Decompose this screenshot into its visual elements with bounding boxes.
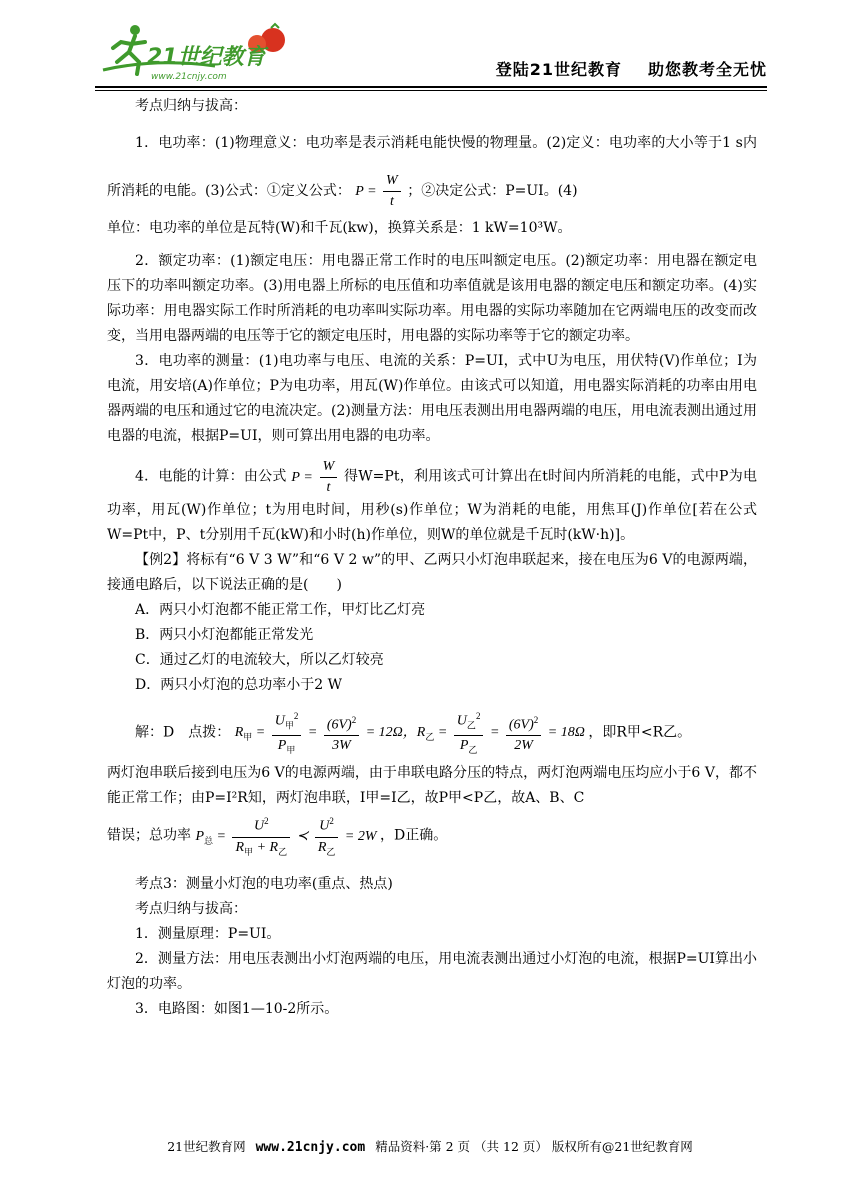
header-divider: [95, 86, 767, 88]
solution-line: 解：D 点拨： $R_甲$ = $\frac{U_甲^2}{P_甲}$ = $\frac{(6V)^2}{3W}$ = 12Ω，$R_乙$ = $\frac{U_乙^2}{P_乙}$ = $\frac{(6V)^2}{2W}$ = 18Ω ，即R甲<R乙。: [107, 706, 757, 761]
svg-text:www.21cnjy.com: www.21cnjy.com: [151, 72, 227, 82]
solution-explanation: 两灯泡串联后接到电压为6 V的电源两端，由于串联电路分压的特点，两灯泡两端电压均应小于6 V，都不能正常工作；由P=I²R知，两灯泡串联，I甲=I乙，故P甲<P乙，故A、B、C: [107, 765, 757, 807]
paragraph-4: 4．电能的计算：由公式 P = $\frac{W}{t}$ 得W=Pt，利用该式可计算出在t时间内所消耗的电能，式中P为电功率，用瓦(W)作单位；t为用电时间，用秒(s)作单位；W为消耗的电能，用焦耳(J)作单位[若在公式W=Pt中，P、t分别用千瓦(kW)和小时(h)作单位，则W的单位就是千瓦时(kW·h)]。: [107, 459, 757, 543]
footer-site-link[interactable]: www.21cnjy.com: [255, 1140, 366, 1155]
page-footer: [100, 1137, 760, 1155]
header-divider-thin: [95, 90, 767, 91]
option-d: D．两只小灯泡的总功率小于2 W: [135, 677, 342, 693]
header-slogan-text: 助您教考全无忧: [647, 60, 767, 79]
example-question: 【例2】将标有“6 V 3 W”和“6 V 2 w”的甲、乙两只小灯泡串联起来，接在电压为6 V的电源两端，接通电路后，以下说法正确的是( ): [107, 552, 757, 593]
footer-left: 21世纪教育网: [167, 1139, 246, 1154]
logo: [95, 22, 305, 82]
header-slogan: [496, 57, 767, 80]
paragraph-3: 3．电功率的测量：(1)电功率与电压、电流的关系：P=UI，式中U为电压，用伏特(V)作单位；I为电流，用安培(A)作单位；P为电功率，用瓦(W)作单位。由该式可以知道，用电器实际消耗的功率由用电器两端的电压和通过它的电流决定。(2)测量方法：用电压表测出用电器两端的电压，用电流表测出通过用电器的电流，根据P=UI，则可算出用电器的电功率。: [107, 353, 757, 444]
formula-r-jia: $R_甲$ = $\frac{U_甲^2}{P_甲}$ = $\frac{(6V)^2}{3W}$ = 12Ω，$R_乙$ = $\frac{U_乙^2}{P_乙}$ = $\frac{(6V)^2}{2W}$ = 18Ω: [235, 725, 589, 740]
formula-p-w-t-2: P = $\frac{W}{t}$: [291, 470, 344, 485]
option-c: C．通过乙灯的电流较大，所以乙灯较亮: [135, 652, 384, 668]
document-body: [107, 94, 757, 1022]
kp3-title: 考点3：测量小灯泡的电功率(重点、热点): [135, 876, 393, 893]
footer-right: 精品资料·第 2 页 （共 12 页） 版权所有@21世纪教育网: [375, 1139, 693, 1154]
option-a: A．两只小灯泡都不能正常工作，甲灯比乙灯亮: [135, 602, 426, 618]
kp3-item-3: 3．电路图：如图1—10-2所示。: [135, 1001, 339, 1018]
formula-p-w-t: P = $\frac{W}{t}$: [355, 184, 407, 199]
header-site-name: 登陆21世纪教育: [495, 60, 622, 79]
kp3-item-2: 2．测量方法：用电压表测出小灯泡两端的电压，用电流表测出通过小灯泡的电流，根据P=UI算出小灯泡的功率。: [107, 951, 757, 993]
option-b: B．两只小灯泡都能正常发光: [135, 627, 314, 643]
page-header: [95, 18, 767, 88]
paragraph-1-unit: 单位：电功率的单位是瓦特(W)和千瓦(kw)，换算关系是：1 kW=10³W。: [107, 220, 572, 236]
solution-total-power: 错误；总功率 $P_总$ = $\frac{U^2}{R_甲 + R_乙}$ ≺ $\frac{U^2}{R_乙}$ = 2W ，D正确。: [107, 811, 757, 864]
logo-graphic: [95, 22, 305, 82]
formula-total-power: $P_总$ = $\frac{U^2}{R_甲 + R_乙}$ ≺ $\frac{U^2}{R_乙}$ = 2W: [195, 829, 380, 844]
svg-text:21世纪教育: 21世纪教育: [147, 45, 266, 70]
kp3-intro: 考点归纳与拔高：: [135, 901, 247, 918]
kp3-item-1: 1．测量原理：P=UI。: [135, 926, 281, 943]
paragraph-1: 1．电功率：(1)物理意义：电功率是表示消耗电能快慢的物理量。(2)定义：电功率的大小等于1 s内所消耗的电能。(3)公式：①定义公式： P = $\frac{W}{t}$ ；②决定公式：P=UI。(4): [107, 135, 757, 210]
paragraph-2: 2．额定功率：(1)额定电压：用电器正常工作时的电压叫额定电压。(2)额定功率：用电器在额定电压下的功率叫额定功率。(3)用电器上所标的电压值和功率值就是该用电器的额定电压和额定功率。(4)实际功率：用电器实际工作时所消耗的电功率叫实际功率。用电器的实际功率随加在它两端电压的改变而改变，当用电器两端的电压等于它的额定电压时，用电器的实际功率等于它的额定功率。: [107, 253, 757, 344]
intro-line: 考点归纳与拔高：: [135, 98, 247, 114]
